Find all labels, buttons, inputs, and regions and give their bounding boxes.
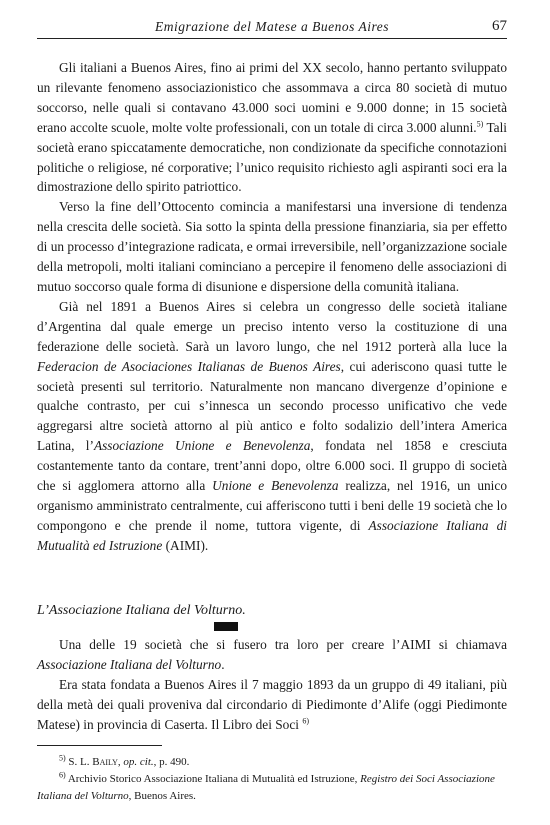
section-paragraph-1-text: Una delle 19 società che si fusero tra loro per creare l’AIMI si chiamava — [59, 637, 507, 652]
aimi-name: Associazione Italiana di Mutualità ed Istruzione — [37, 517, 507, 553]
footnote-ref-5: 5) — [476, 119, 484, 129]
footnote-ref-6: 6) — [302, 716, 309, 726]
section-paragraph-1 — [37, 635, 507, 675]
footnote-5: $^{5)}$ S. L. Baily, op. cit., p. 490. — [59, 753, 190, 768]
union-name: Unione e Benevolenza — [212, 478, 339, 494]
running-title: Emigrazione del Matese a Buenos Aires — [154, 19, 390, 34]
paragraph-1 — [37, 58, 507, 197]
section-paragraph-1-end: . — [221, 657, 225, 672]
paragraph-2: Verso la fine dell’Ottocento comincia a manifestarsi una inversione di tendenza nella crescita delle società. Sia sotto la spinta della pressione finanziaria, sia per effetto di un processo d’integrazione radicata, e ormai irreversibile, nell’organizzazione sociale della metropoli, molti italiani cominciano a percepire il fenomeno delle associazioni di mutuo soccorso quale forma di disunione e dispersione della comunità italiana. — [37, 199, 507, 294]
paragraph-1-text: Gli italiani a Buenos Aires, fino ai primi del XX secolo, hanno pertanto sviluppato un rilevante fenomeno associazionistico che assommava a circa 80 società di mutuo soccorso, nelle quali si contavano 43.000 soci uomini e 9.000 donne; in 15 società erano accolte scuole, molte volte professionali, con un totale di circa 3.000 alunni. — [37, 60, 507, 135]
ink-mark — [214, 622, 238, 631]
footnote-6-title: Registro dei Soci Associazione Italiana del Volturno — [37, 773, 495, 802]
paragraph-3-text-3: , fondata nel 1858 e cresciuta costantemente tanto da contare, trent’anni dopo, oltre 6.000 soci. Il gruppo di società che si agglomera attorno alla — [37, 438, 508, 494]
section-heading: L’Associazione Italiana del Volturno. — [37, 603, 246, 618]
footnote-6 — [37, 771, 507, 805]
association-name: Associazione Unione e Benevolenza — [93, 438, 311, 454]
paragraph-3-text: Già nel 1891 a Buenos Aires si celebra un congresso delle società italiane d’Argentina dal quale emerge un preciso intento verso la costituzione di una federazione delle società. Sarà un lavoro lungo, che nel 1912 porterà alla luce la — [37, 298, 507, 354]
footnote-6-end: , Buenos Aires. — [128, 790, 196, 802]
footnote-6-text: Archivio Storico Associazione Italiana di Mutualità ed Istruzione, — [65, 773, 361, 785]
section-paragraph-2-text: Era stata fondata a Buenos Aires il 7 maggio 1893 da un gruppo di 49 italiani, più della metà dei quali proveniva dal circondario di Piedimonte d’Alife (oggi Piedimonte Matese) in provincia di Caserta. Il Libro dei Soci — [37, 677, 507, 732]
footnote-6-mark: 6) — [59, 770, 66, 780]
running-head — [37, 16, 507, 39]
section-text — [37, 635, 507, 735]
paragraph-3-text-5: (AIMI). — [162, 537, 209, 553]
footnotes — [37, 754, 507, 805]
paragraph-1-text-cont: Tali società erano spiccatamente democratiche, non condizionate da specifiche connotazioni politiche o religiose, né corporative; l’unico requisito richiesto agli aspiranti soci era la dimostrazione dello spirito patriottico. — [37, 119, 507, 195]
footnote-5-ref: op. cit. — [123, 756, 154, 768]
paragraph-3-text-2: , cui aderiscono quasi tutte le società presenti sul territorio. Naturalmente non mancano divergenze d’opinione e qualche contrasto, per cui s’innesca un secondo processo unificativo che vede aggregarsi altre società attorno al più antico e folto sodalizio dell’intera America Latina, l’ — [37, 358, 507, 454]
volturno-association-name: Associazione Italiana del Volturno — [37, 657, 222, 672]
page-number: 67 — [492, 18, 507, 34]
paragraph-3 — [37, 297, 507, 556]
federation-name: Federacion de Asociaciones Italianas de Buenos Aires — [37, 358, 341, 374]
section-paragraph-2 — [37, 675, 507, 735]
footnote-rule — [37, 745, 162, 746]
paragraph-3-text-4: realizza, nel 1916, un unico organismo amministrato centralmente, cui afferiscono tutti i beni delle 19 società che lo compongono e che prende il nome, tuttora vigente, di — [37, 478, 507, 533]
footnote-5-author: S. L. Baily — [68, 756, 118, 768]
main-text — [37, 58, 507, 556]
footnote-5-mark: 5) — [59, 753, 66, 763]
footnote-5-page: , p. 490. — [153, 756, 190, 768]
